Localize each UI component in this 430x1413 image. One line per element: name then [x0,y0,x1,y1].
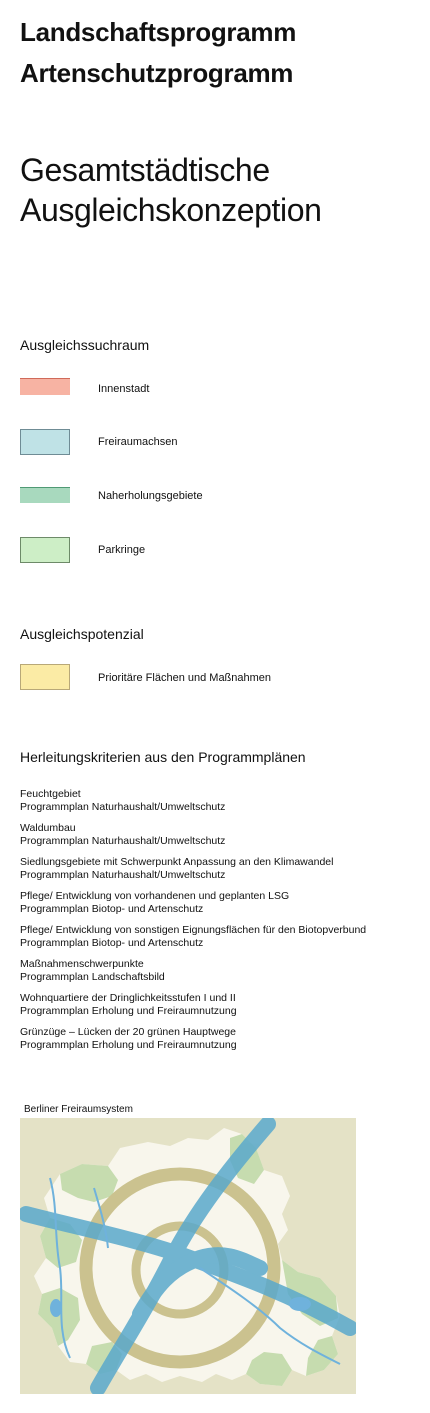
criterion-source: Programmplan Naturhaushalt/Umweltschutz [20,800,226,813]
criterion-source: Programmplan Erholung und Freiraumnutzung [20,1038,237,1051]
page-title-line-1: Gesamtstädtische [20,152,270,188]
legend-swatch-naherholungsgebiete [20,487,70,503]
criterion-name: Wohnquartiere der Dringlichkeitsstufen I und II [20,992,236,1004]
criterion-item [20,890,289,915]
criterion-name: Pflege/ Entwicklung von vorhandenen und geplanten LSG [20,890,290,902]
criterion-name: Maßnahmenschwerpunkte [20,958,144,970]
criterion-item [20,958,165,983]
legend-label-prioritaere-flaechen: Prioritäre Flächen und Maßnahmen [98,672,272,684]
criterion-source: Programmplan Naturhaushalt/Umweltschutz [20,834,226,847]
criterion-name: Pflege/ Entwicklung von sonstigen Eignungsflächen für den Biotopverbund [20,924,367,936]
legend-swatch-freiraumachsen [20,429,70,455]
criterion-source: Programmplan Naturhaushalt/Umweltschutz [20,868,226,881]
criterion-source: Programmplan Biotop- und Artenschutz [20,902,204,915]
legend-label-naherholungsgebiete: Naherholungsgebiete [98,490,203,502]
criterion-item [20,992,237,1017]
legend-section-title-suchraum: Ausgleichssuchraum [20,337,150,353]
legend-label-innenstadt: Innenstadt [98,383,150,395]
legend-label-freiraumachsen: Freiraumachsen [98,436,178,448]
criterion-source: Programmplan Landschaftsbild [20,970,165,983]
criterion-item [20,822,225,847]
legend-label-parkringe: Parkringe [98,544,146,556]
criterion-name: Waldumbau [20,822,76,834]
criterion-name: Feuchtgebiet [20,788,81,800]
legend-swatch-parkringe [20,537,70,563]
criterion-item [20,1026,237,1051]
map-caption: Berliner Freiraumsystem [24,1104,133,1115]
criterion-source: Programmplan Biotop- und Artenschutz [20,936,204,949]
lake-icon [50,1299,62,1317]
legend-section-title-potenzial: Ausgleichspotenzial [20,626,144,642]
legend-swatch-innenstadt [20,378,70,395]
lake-icon [289,1297,311,1311]
criterion-name: Siedlungsgebiete mit Schwerpunkt Anpassung an den Klimawandel [20,856,334,868]
criterion-item [20,856,333,881]
criterion-item [20,788,225,813]
criterion-item [20,924,366,949]
criterion-name: Grünzüge – Lücken der 20 grünen Hauptwege [20,1026,236,1038]
page-title-line-2: Ausgleichskonzeption [20,192,322,228]
freiraumsystem-map [20,1118,356,1394]
program-title-artenschutz: Artenschutzprogramm [20,58,294,88]
program-title-landschaft: Landschaftsprogramm [20,17,297,47]
criteria-title: Herleitungskriterien aus den Programmplänen [20,749,306,765]
legend-swatch-prioritaere-flaechen [20,664,70,690]
criterion-source: Programmplan Erholung und Freiraumnutzung [20,1004,237,1017]
